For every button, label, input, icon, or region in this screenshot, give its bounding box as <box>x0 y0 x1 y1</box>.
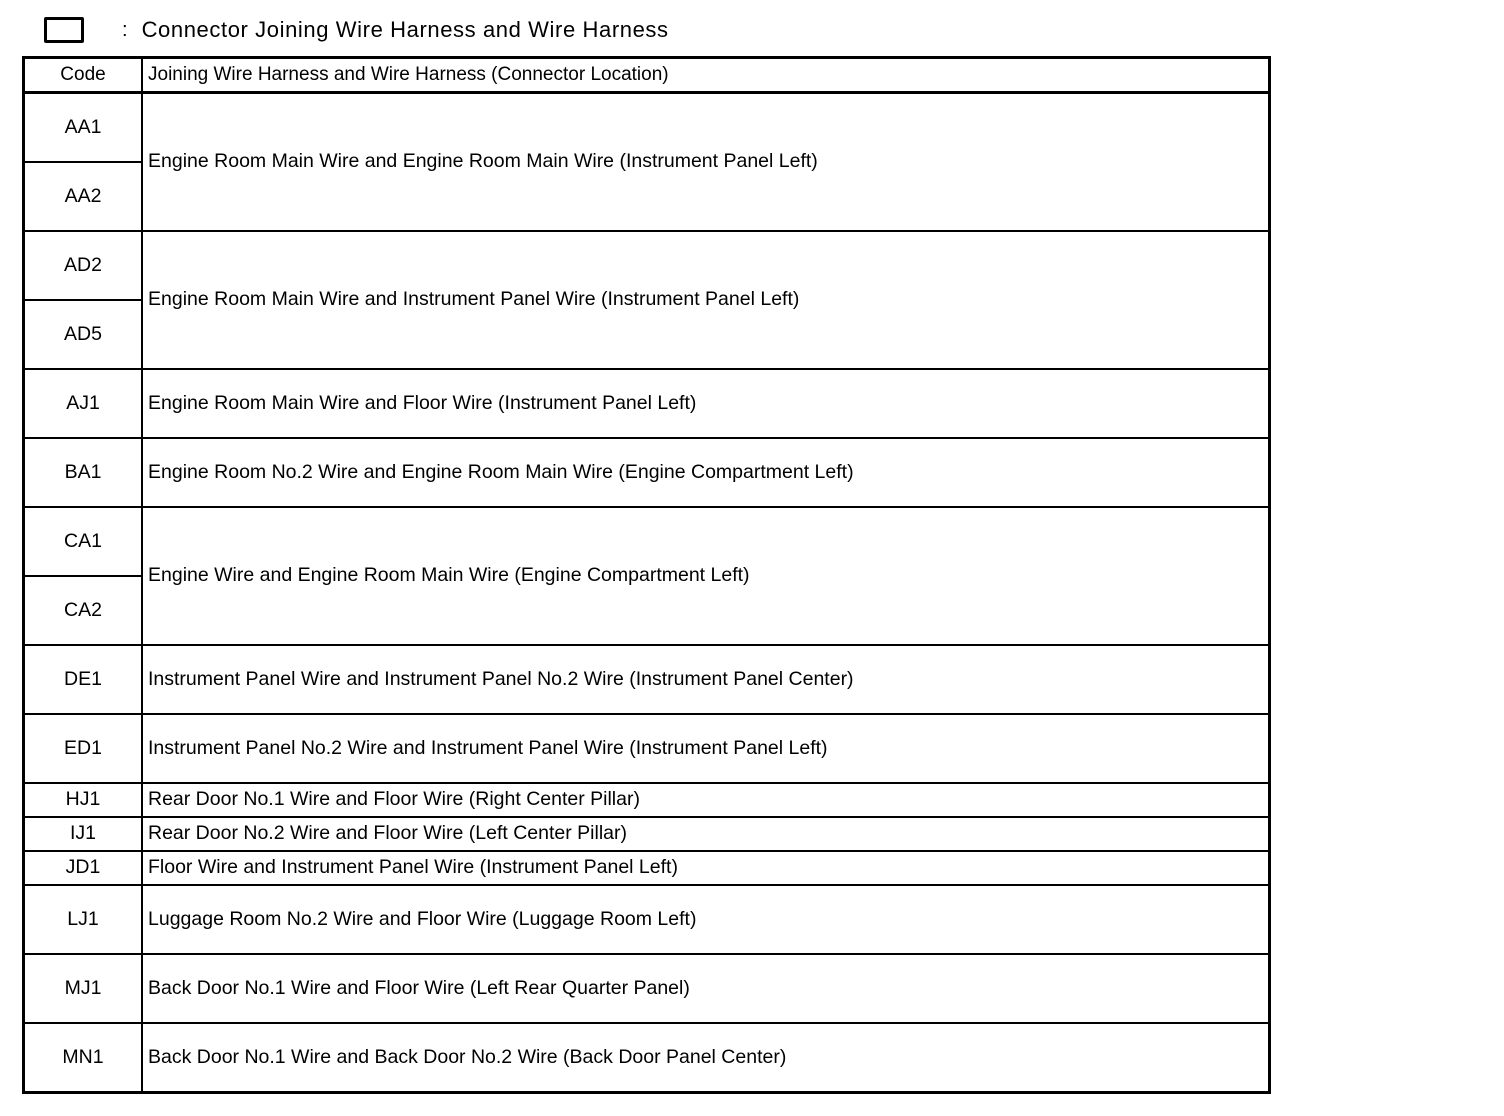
connector-table <box>22 56 1271 1094</box>
connector-description: Instrument Panel Wire and Instrument Panel No.2 Wire (Instrument Panel Center) <box>142 645 1270 714</box>
connector-code: JD1 <box>24 851 143 885</box>
connector-description: Rear Door No.2 Wire and Floor Wire (Left Center Pillar) <box>142 817 1270 851</box>
connector-code: HJ1 <box>24 783 143 817</box>
connector-code: AA1 <box>24 93 143 163</box>
table-row <box>24 645 1270 714</box>
connector-code: AD2 <box>24 231 143 300</box>
connector-code: AJ1 <box>24 369 143 438</box>
connector-code: MJ1 <box>24 954 143 1023</box>
connector-code: BA1 <box>24 438 143 507</box>
table-row <box>24 851 1270 885</box>
table-row <box>24 231 1270 300</box>
connector-description: Luggage Room No.2 Wire and Floor Wire (Luggage Room Left) <box>142 885 1270 954</box>
connector-code: LJ1 <box>24 885 143 954</box>
header-description: Joining Wire Harness and Wire Harness (Connector Location) <box>142 58 1270 93</box>
legend <box>44 12 669 48</box>
connector-description: Back Door No.1 Wire and Floor Wire (Left Rear Quarter Panel) <box>142 954 1270 1023</box>
connector-description: Instrument Panel No.2 Wire and Instrument Panel Wire (Instrument Panel Left) <box>142 714 1270 783</box>
connector-table-body <box>24 58 1270 1093</box>
table-row <box>24 369 1270 438</box>
table-header-row <box>24 58 1270 93</box>
connector-code: MN1 <box>24 1023 143 1093</box>
connector-description: Rear Door No.1 Wire and Floor Wire (Right Center Pillar) <box>142 783 1270 817</box>
connector-code: CA1 <box>24 507 143 576</box>
connector-code: DE1 <box>24 645 143 714</box>
connector-code: CA2 <box>24 576 143 645</box>
connector-description: Engine Room Main Wire and Instrument Panel Wire (Instrument Panel Left) <box>142 231 1270 369</box>
legend-separator: : <box>122 18 128 41</box>
connector-description: Floor Wire and Instrument Panel Wire (Instrument Panel Left) <box>142 851 1270 885</box>
table-row <box>24 507 1270 576</box>
table-row <box>24 954 1270 1023</box>
connector-code: IJ1 <box>24 817 143 851</box>
legend-title: Connector Joining Wire Harness and Wire Harness <box>141 17 669 42</box>
connector-code: AA2 <box>24 162 143 231</box>
connector-description: Engine Wire and Engine Room Main Wire (Engine Compartment Left) <box>142 507 1270 645</box>
connector-description: Engine Room Main Wire and Engine Room Main Wire (Instrument Panel Left) <box>142 93 1270 232</box>
header-code: Code <box>24 58 143 93</box>
connector-description: Engine Room No.2 Wire and Engine Room Main Wire (Engine Compartment Left) <box>142 438 1270 507</box>
table-row <box>24 783 1270 817</box>
table-row <box>24 714 1270 783</box>
table-row <box>24 817 1270 851</box>
connector-description: Engine Room Main Wire and Floor Wire (Instrument Panel Left) <box>142 369 1270 438</box>
connector-code: AD5 <box>24 300 143 369</box>
table-row <box>24 438 1270 507</box>
connector-description: Back Door No.1 Wire and Back Door No.2 Wire (Back Door Panel Center) <box>142 1023 1270 1093</box>
table-row <box>24 885 1270 954</box>
table-row <box>24 93 1270 163</box>
connector-code: ED1 <box>24 714 143 783</box>
connector-symbol-icon <box>44 17 84 43</box>
table-row <box>24 1023 1270 1093</box>
